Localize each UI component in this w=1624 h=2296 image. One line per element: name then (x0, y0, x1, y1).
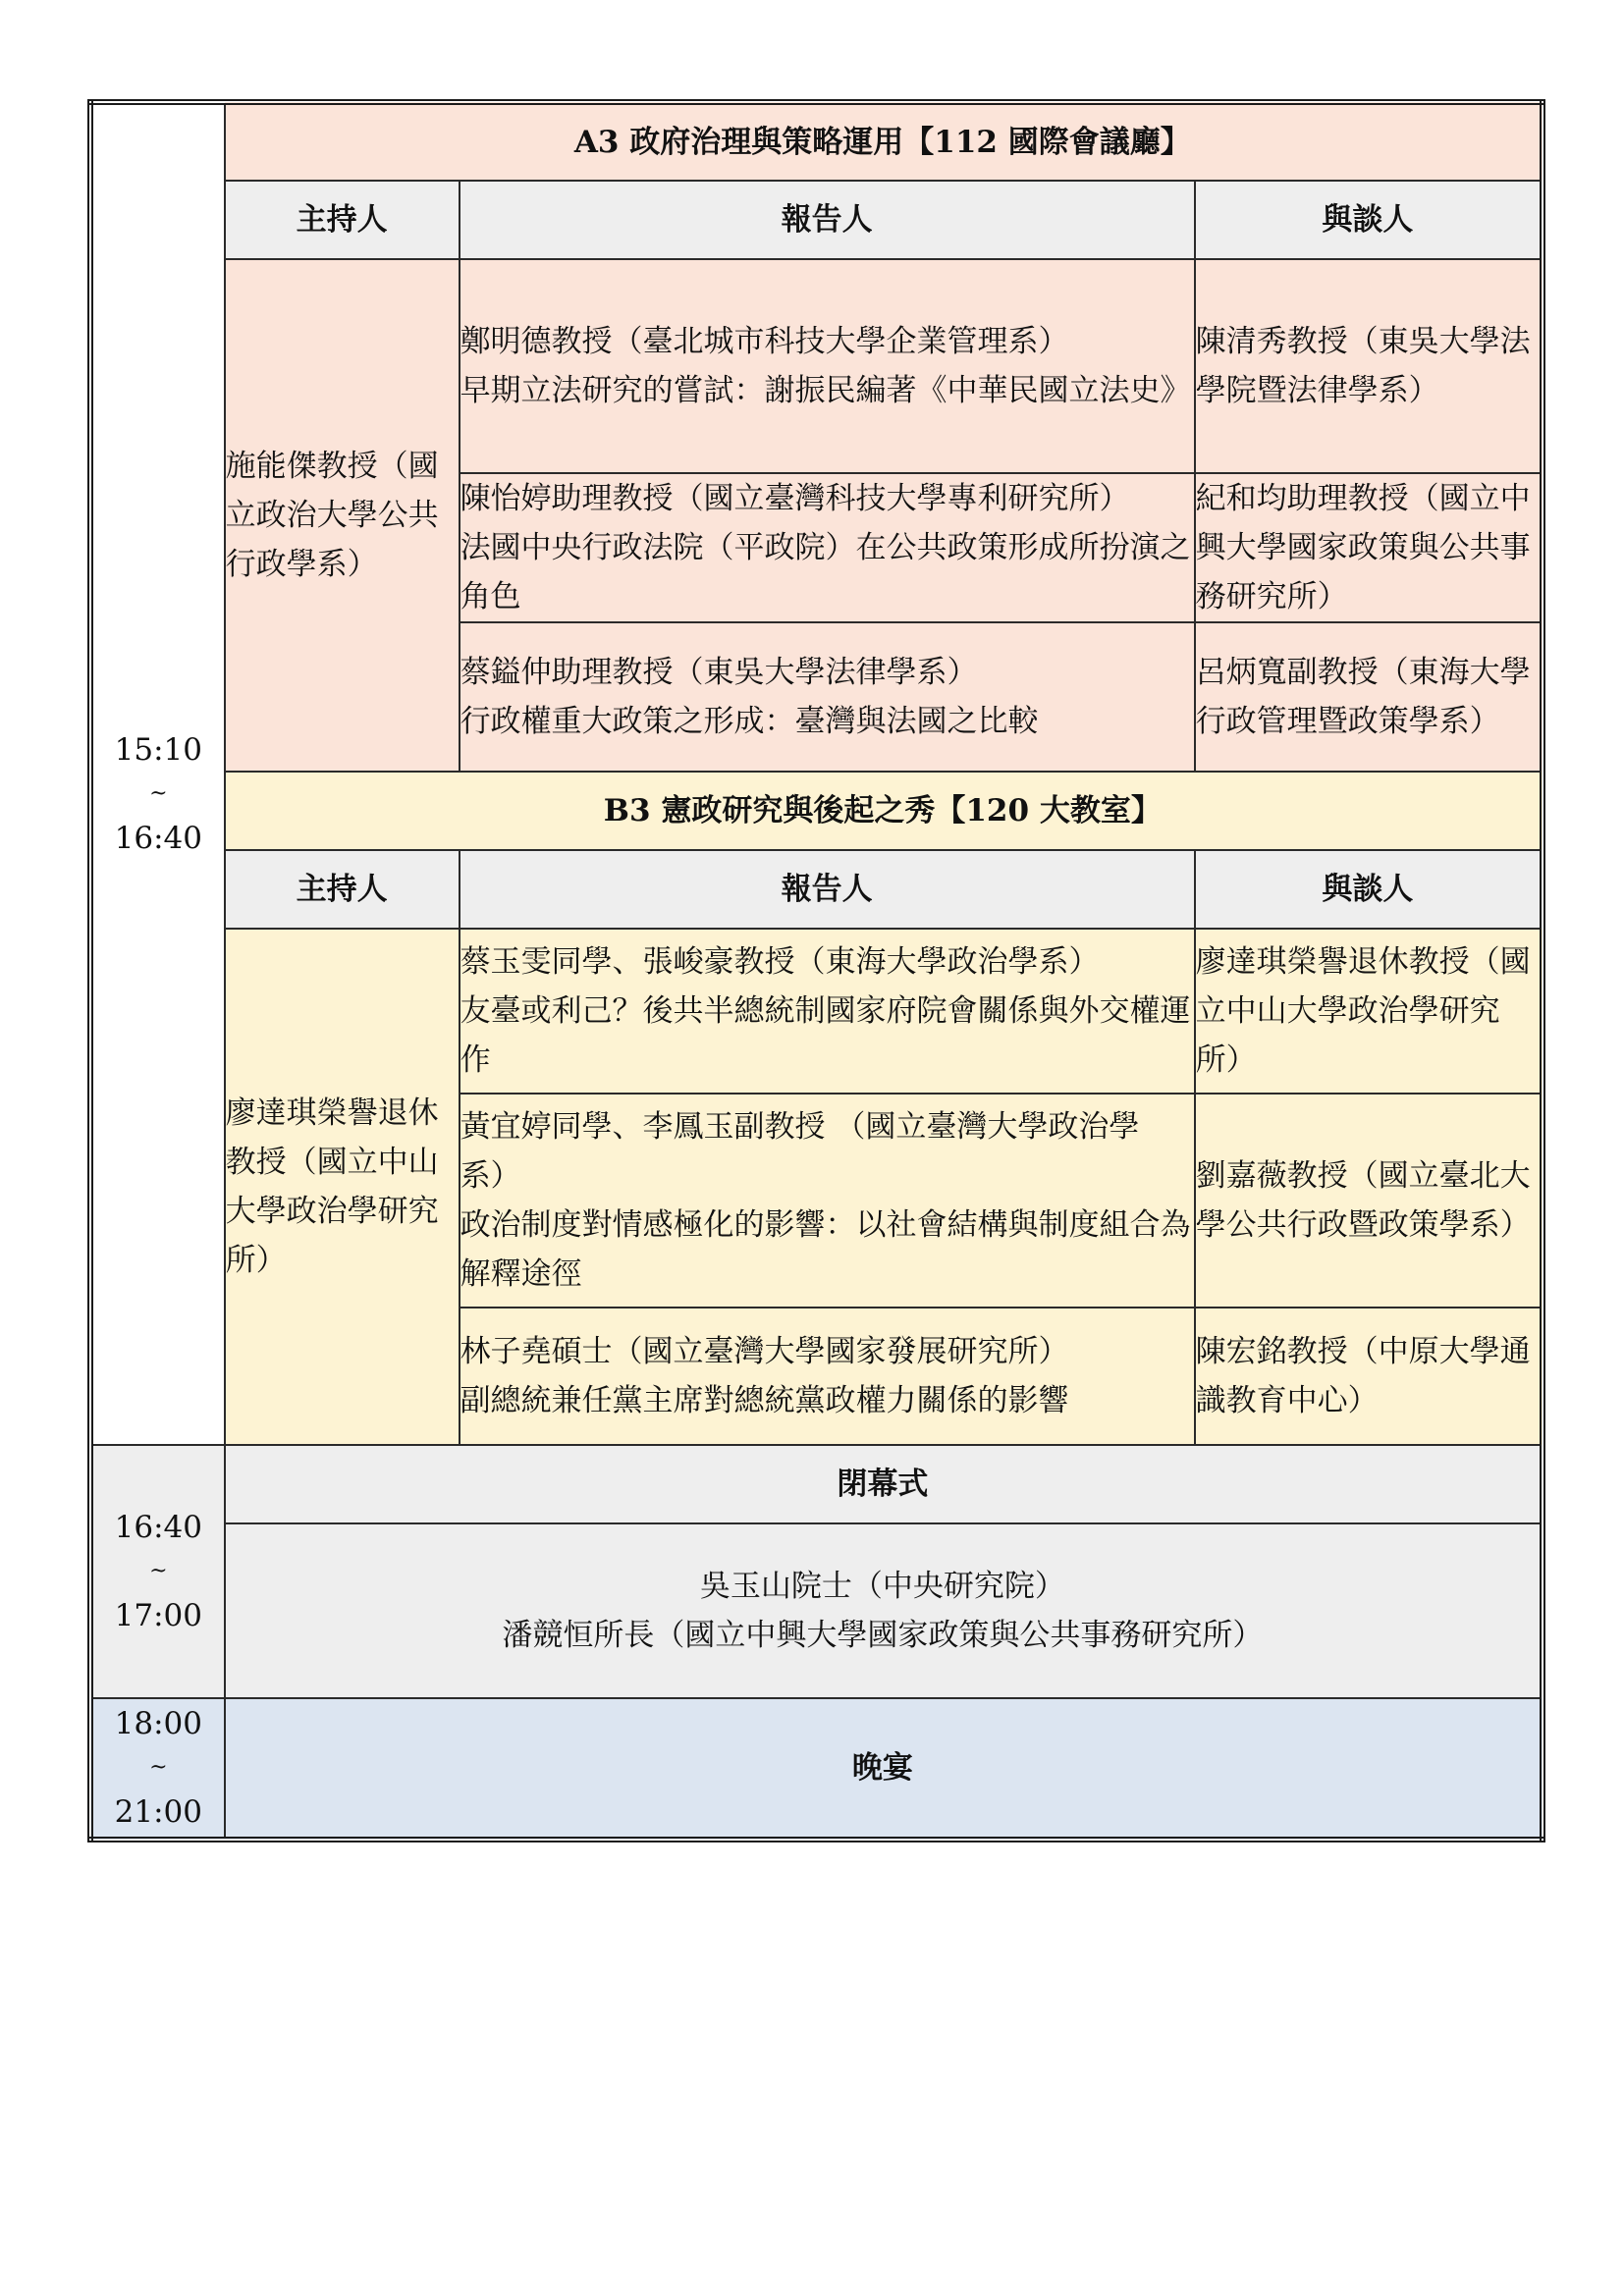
header-presenter: 報告人 (460, 850, 1195, 929)
time-separator: ~ (149, 781, 168, 806)
time-slot-3 (90, 1698, 225, 1840)
header-discussant: 與談人 (1195, 850, 1543, 929)
session-a-header-row (90, 181, 1543, 259)
presenter-cell: 陳怡婷助理教授（國立臺灣科技大學專利研究所） 法國中央行政法院（平政院）在公共政策形成所扮演之角色 (460, 473, 1195, 622)
discussant-cell: 陳宏銘教授（中原大學通識教育中心） (1195, 1308, 1543, 1445)
discussant-cell: 陳清秀教授（東吳大學法學院暨法律學系） (1195, 259, 1543, 473)
presenter-cell: 蔡玉雯同學、張峻豪教授（東海大學政治學系） 友臺或利己？後共半總統制國家府院會關係與外交權運作 (460, 929, 1195, 1094)
header-chair: 主持人 (225, 850, 460, 929)
time-end: 16:40 (114, 821, 202, 856)
discussant-cell: 劉嘉薇教授（國立臺北大學公共行政暨政策學系） (1195, 1094, 1543, 1308)
presenter-cell: 鄭明德教授（臺北城市科技大學企業管理系） 早期立法研究的嘗試：謝振民編著《中華民國立法史》 (460, 259, 1195, 473)
closing-title: 閉幕式 (225, 1445, 1543, 1523)
discussant-cell: 紀和均助理教授（國立中興大學國家政策與公共事務研究所） (1195, 473, 1543, 622)
session-b-title: B3 憲政研究與後起之秀【120 大教室】 (225, 772, 1543, 850)
header-presenter: 報告人 (460, 181, 1195, 259)
time-end: 21:00 (114, 1794, 202, 1830)
time-separator: ~ (149, 1559, 168, 1583)
session-b-title-row (90, 772, 1543, 850)
session-a-row (90, 259, 1543, 473)
time-end: 17:00 (114, 1598, 202, 1633)
session-b-header-row (90, 850, 1543, 929)
discussant-cell: 廖達琪榮譽退休教授（國立中山大學政治學研究所） (1195, 929, 1543, 1094)
closing-speakers-row (90, 1523, 1543, 1698)
chair-name: 廖達琪榮譽退休教授（國立中山大學政治學研究所） (225, 1095, 439, 1278)
session-a-title: A3 政府治理與策略運用【112 國際會議廳】 (225, 102, 1543, 181)
session-a-chair (225, 259, 460, 772)
closing-speakers: 吳玉山院士（中央研究院） 潘競恒所長（國立中興大學國家政策與公共事務研究所） (225, 1523, 1543, 1698)
header-discussant: 與談人 (1195, 181, 1543, 259)
session-a-title-row (90, 102, 1543, 181)
banquet-row (90, 1698, 1543, 1840)
header-chair: 主持人 (225, 181, 460, 259)
time-separator: ~ (149, 1755, 168, 1780)
time-start: 18:00 (114, 1706, 202, 1741)
time-slot-1 (90, 102, 225, 1445)
session-b-row (90, 929, 1543, 1094)
presenter-cell: 蔡鎰仲助理教授（東吳大學法律學系） 行政權重大政策之形成：臺灣與法國之比較 (460, 622, 1195, 772)
time-slot-2 (90, 1445, 225, 1698)
closing-title-row (90, 1445, 1543, 1523)
discussant-cell: 呂炳寬副教授（東海大學行政管理暨政策學系） (1195, 622, 1543, 772)
presenter-cell: 林子堯碩士（國立臺灣大學國家發展研究所） 副總統兼任黨主席對總統黨政權力關係的影響 (460, 1308, 1195, 1445)
session-b-chair (225, 929, 460, 1445)
banquet-title: 晚宴 (225, 1698, 1543, 1840)
time-start: 16:40 (114, 1510, 202, 1545)
time-start: 15:10 (114, 732, 202, 768)
chair-name: 施能傑教授（國立政治大學公共行政學系） (225, 449, 439, 582)
schedule-table (87, 99, 1545, 1842)
presenter-cell: 黃宜婷同學、李鳳玉副教授 （國立臺灣大學政治學系） 政治制度對情感極化的影響：以社會結構與制度組合為解釋途徑 (460, 1094, 1195, 1308)
